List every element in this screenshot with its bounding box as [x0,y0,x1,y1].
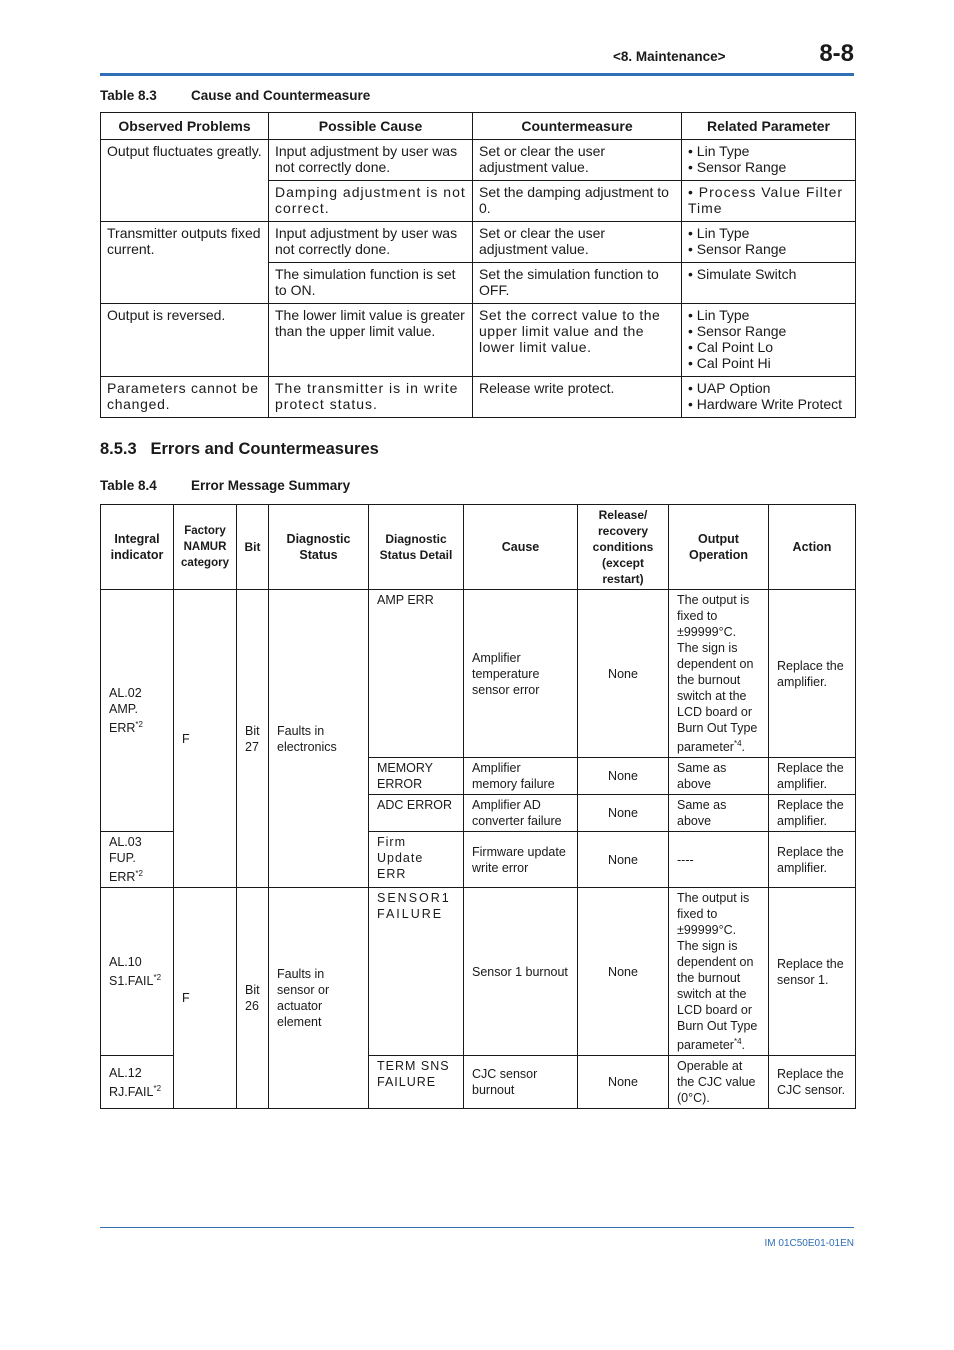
header-rule [100,73,854,76]
namur-cell: F [174,888,237,1109]
footnote-ref: *2 [153,1083,162,1093]
release-cell: None [578,1056,669,1109]
param-item: • Sensor Range [688,323,849,339]
col-diagnostic-status: Diagnostic Status [269,505,369,590]
table-row [101,140,856,181]
table83-caption [100,88,371,103]
release-cell: None [578,590,669,758]
error-message-table [100,504,856,1109]
bit-cell: Bit 26 [237,888,269,1109]
section-label: <8. Maintenance> [613,49,726,64]
table-row [101,590,856,758]
bit-cell: Bit 27 [237,590,269,888]
table-row [101,304,856,377]
indicator-text: AL.02 AMP. ERR [109,686,142,736]
cause-cell: Input adjustment by user was not correctly done. [269,222,473,263]
param-item: • Lin Type [688,307,849,323]
param-item: • Lin Type [688,143,849,159]
action-cell: Replace the amplifier. [769,795,856,832]
measure-cell: Set or clear the user adjustment value. [473,222,682,263]
output-text: The output is fixed to ±99999°C. The sign is dependent on the burnout switch at the LCD board or Burn Out Type parameter [677,891,758,1053]
indicator-cell [101,590,174,832]
diag-status-cell: Faults in electronics [269,590,369,888]
col-cause: Cause [464,505,578,590]
diag-detail-cell: ADC ERROR [369,795,464,832]
indicator-text: AL.03 FUP. ERR [109,835,142,885]
col-related-parameter: Related Parameter [682,113,856,140]
table84-header-row [101,505,856,590]
output-cell: Same as above [669,795,769,832]
section-title: Errors and Countermeasures [150,440,379,458]
cause-cell: CJC sensor burnout [464,1056,578,1109]
document-id: IM 01C50E01-01EN [764,1238,854,1249]
release-cell: None [578,758,669,795]
diag-status-cell: Faults in sensor or actuator element [269,888,369,1109]
indicator-text: AL.10 S1.FAIL [109,955,154,989]
cause-cell: Input adjustment by user was not correctly done. [269,140,473,181]
cause-cell: Amplifier AD converter failure [464,795,578,832]
measure-cell: Set or clear the user adjustment value. [473,140,682,181]
indicator-text: AL.12 RJ.FAIL [109,1065,154,1100]
table83-header-row [101,113,856,140]
param-item: • UAP Option [688,380,849,396]
param-item: • Cal Point Hi [688,355,849,371]
output-text: The output is fixed to ±99999°C. The sign is dependent on the burnout switch at the LCD board or Burn Out Type parameter [677,593,758,755]
measure-cell: Set the correct value to the upper limit value and the lower limit value. [473,304,682,377]
col-bit: Bit [237,505,269,590]
col-namur-category: Factory NAMUR category [174,505,237,590]
problem-cell: Output is reversed. [101,304,269,377]
col-possible-cause: Possible Cause [269,113,473,140]
indicator-cell [101,832,174,888]
table84-caption [100,478,351,493]
problem-cell: Output fluctuates greatly. [101,140,269,222]
table84-title: Error Message Summary [191,478,351,493]
diag-detail-cell: TERM SNS FAILURE [369,1056,464,1109]
param-item: • Lin Type [688,225,849,241]
col-output-operation: Output Operation [669,505,769,590]
param-item: • Simulate Switch [688,266,849,282]
section-number: 8.5.3 [100,440,137,458]
release-cell: None [578,888,669,1056]
col-countermeasure: Countermeasure [473,113,682,140]
namur-cell: F [174,590,237,888]
output-cell [669,590,769,758]
footnote-ref: *2 [153,973,162,983]
cause-cell: Damping adjustment is not correct. [269,181,473,222]
footnote-ref: *2 [135,869,143,879]
diag-detail-cell: SENSOR1 FAILURE [369,888,464,1056]
col-observed-problems: Observed Problems [101,113,269,140]
output-period: . [741,1038,746,1053]
params-cell [682,181,856,222]
table83-title: Cause and Countermeasure [191,88,371,103]
col-action: Action [769,505,856,590]
table84-label: Table 8.4 [100,478,157,493]
params-cell [682,263,856,304]
cause-cell: Firmware update write error [464,832,578,888]
measure-cell: Set the simulation function to OFF. [473,263,682,304]
footnote-ref: *2 [135,720,143,729]
output-cell: Operable at the CJC value (0°C). [669,1056,769,1109]
release-cell: None [578,832,669,888]
cause-cell: The simulation function is set to ON. [269,263,473,304]
output-cell: ---- [669,832,769,888]
diag-detail-cell: AMP ERR [369,590,464,758]
diag-detail-cell: MEMORY ERROR [369,758,464,795]
param-item: • Process Value Filter Time [688,184,849,216]
measure-cell: Set the damping adjustment to 0. [473,181,682,222]
params-cell [682,222,856,263]
cause-cell: The lower limit value is greater than the upper limit value. [269,304,473,377]
params-cell [682,377,856,418]
action-cell: Replace the amplifier. [769,758,856,795]
col-diagnostic-detail: Diagnostic Status Detail [369,505,464,590]
table83-label: Table 8.3 [100,88,157,103]
param-item: • Hardware Write Protect [688,396,849,412]
param-item: • Sensor Range [688,241,849,257]
cause-cell: Sensor 1 burnout [464,888,578,1056]
params-cell [682,140,856,181]
action-cell: Replace the sensor 1. [769,888,856,1056]
problem-cell: Parameters cannot be changed. [101,377,269,418]
table-row [101,888,856,1056]
table-row [101,222,856,263]
footnote-ref: *4 [733,1037,742,1047]
page-number: 8-8 [819,40,854,67]
output-cell: Same as above [669,758,769,795]
footnote-ref: *4 [733,739,742,748]
cause-countermeasure-table [100,112,856,418]
indicator-cell [101,1056,174,1109]
action-cell: Replace the amplifier. [769,832,856,888]
action-cell: Replace the CJC sensor. [769,1056,856,1109]
release-cell: None [578,795,669,832]
param-item: • Sensor Range [688,159,849,175]
table-row [101,377,856,418]
param-item: • Cal Point Lo [688,339,849,355]
col-integral-indicator: Integral indicator [101,505,174,590]
cause-cell: Amplifier memory failure [464,758,578,795]
diag-detail-cell: Firm Update ERR [369,832,464,888]
params-cell [682,304,856,377]
measure-cell: Release write protect. [473,377,682,418]
section-heading [100,440,379,459]
indicator-cell [101,888,174,1056]
footer-rule [100,1227,854,1228]
problem-cell: Transmitter outputs fixed current. [101,222,269,304]
output-period: . [741,740,746,755]
cause-cell: Amplifier temperature sensor error [464,590,578,758]
col-release: Release/ recovery conditions (except restart) [578,505,669,590]
output-cell [669,888,769,1056]
action-cell: Replace the amplifier. [769,590,856,758]
cause-cell: The transmitter is in write protect status. [269,377,473,418]
